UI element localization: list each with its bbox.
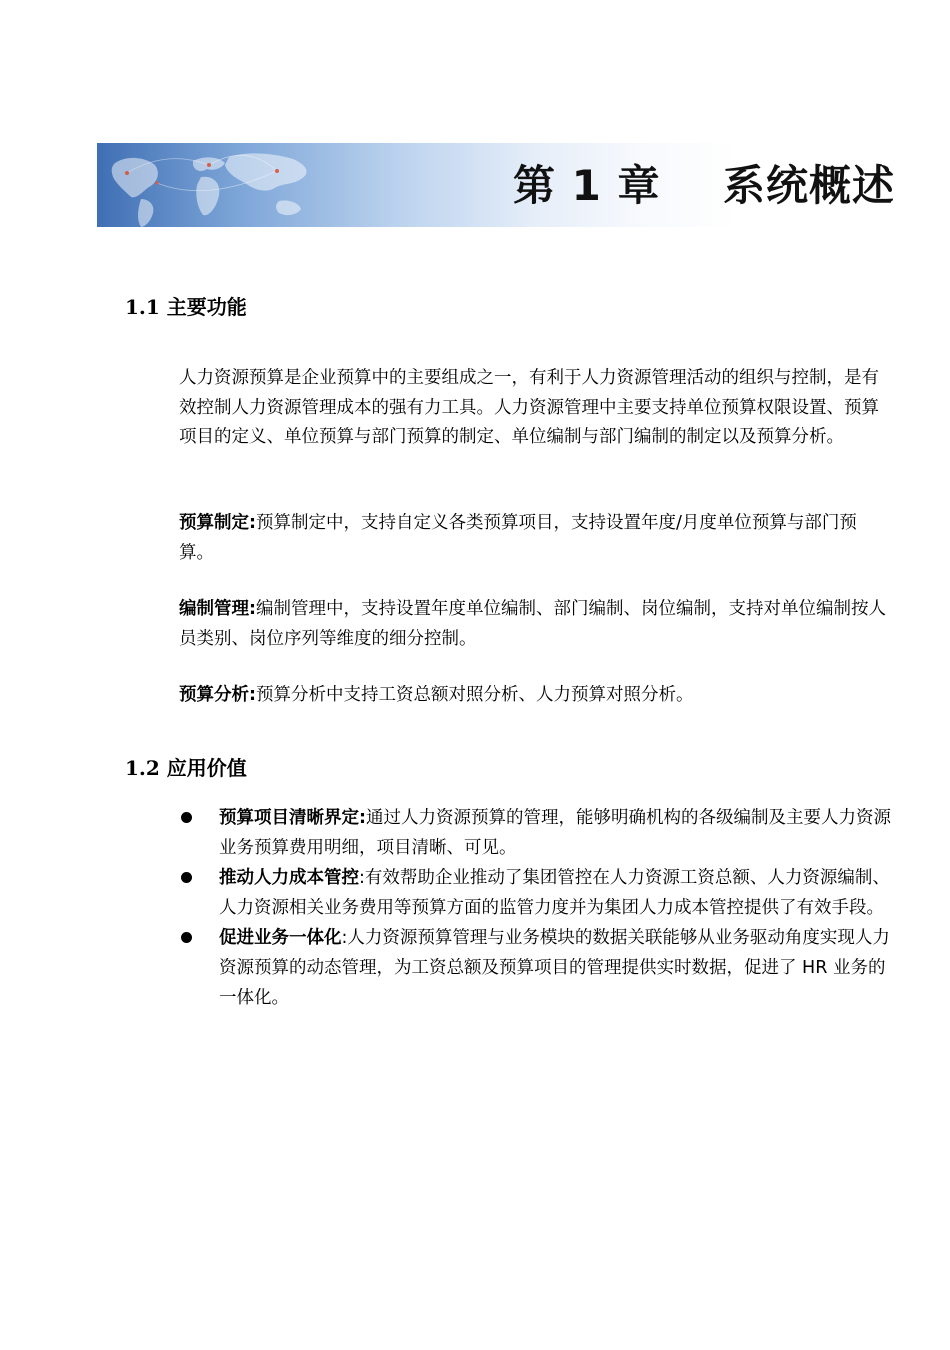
bullet-text: :有效帮助企业推动了集团管控在人力资源工资总额、人力资源编制、人力资源相关业务费用等预算方面的监管力度并为集团人力成本管控提供了有效手段。: [219, 868, 890, 918]
section-heading-main-functions: [125, 294, 247, 320]
feature-label: 编制管理:: [179, 599, 256, 619]
list-item: [179, 923, 895, 1013]
chapter-banner: [97, 143, 897, 227]
value-bullet-list: [179, 803, 895, 1013]
list-item: [179, 863, 895, 923]
section-title: 主要功能: [166, 295, 247, 319]
feature-label: 预算制定:: [179, 513, 256, 533]
feature-text: 编制管理中，支持设置年度单位编制、部门编制、岗位编制，支持对单位编制按人员类别、岗位序列等维度的细分控制。: [179, 599, 886, 649]
list-item: [179, 803, 895, 863]
intro-paragraph: 人力资源预算是企业预算中的主要组成之一，有利于人力资源管理活动的组织与控制，是有效控制人力资源管理成本的强有力工具。人力资源管理中主要支持单位预算权限设置、预算项目的定义、单位预算与部门预算的制定、单位编制与部门编制的制定以及预算分析。: [179, 368, 879, 447]
feature-text: 预算分析中支持工资总额对照分析、人力预算对照分析。: [256, 685, 694, 705]
feature-text: 预算制定中，支持自定义各类预算项目，支持设置年度/月度单位预算与部门预算。: [179, 513, 857, 563]
chapter-title: 第 1 章 系统概述: [513, 161, 895, 210]
bullet-label: 预算项目清晰界定:: [219, 808, 366, 828]
bullet-text: :人力资源预算管理与业务模块的数据关联能够从业务驱动角度实现人力资源预算的动态管理，为工资总额及预算项目的管理提供实时数据，促进了 HR 业务的一体化。: [219, 928, 890, 1008]
world-map-icon: [97, 143, 397, 227]
bullet-label: 促进业务一体化: [219, 928, 342, 948]
section-number: 1.2: [125, 756, 160, 780]
feature-label: 预算分析:: [179, 685, 256, 705]
bullet-icon: [181, 932, 192, 943]
bullet-icon: [181, 812, 192, 823]
bullet-icon: [181, 872, 192, 883]
section-title: 应用价值: [166, 756, 247, 780]
feature-staffing-management: [179, 595, 891, 654]
feature-budget-making: [179, 509, 891, 568]
section-number: 1.1: [125, 295, 160, 319]
section-heading-application-value: [125, 755, 247, 781]
bullet-label: 推动人力成本管控: [219, 868, 359, 888]
bullet-text: 通过人力资源预算的管理，能够明确机构的各级编制及主要人力资源业务预算费用明细，项目清晰、可见。: [219, 808, 891, 858]
feature-budget-analysis: [179, 681, 891, 711]
